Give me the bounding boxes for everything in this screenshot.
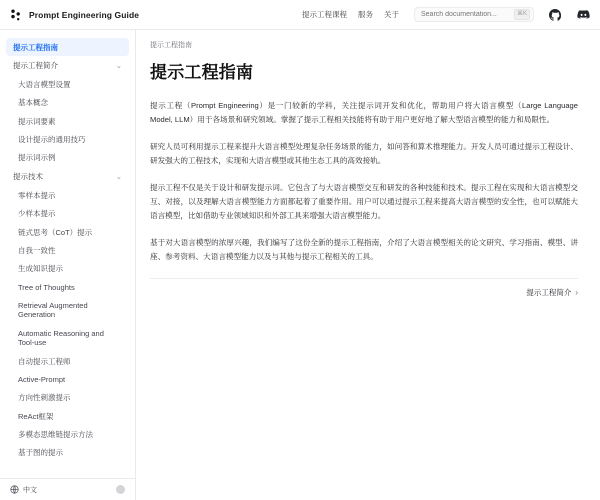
page-body (0, 30, 600, 500)
sidebar-item-ape[interactable] (6, 352, 129, 370)
top-nav-links (302, 7, 590, 22)
sidebar-item-examples[interactable] (6, 149, 129, 167)
chevron-down-icon: ⌄ (115, 61, 122, 71)
paragraph-1: 提示工程（Prompt Engineering）是一门较新的学科，关注提示词开发和优化，帮助用户将大语言模型（Large Language Model, LLM）用于各场景和研究领域。掌握了提示工程相关技能将有助于用户更好地了解大型语言模型的能力和局限性。 (150, 101, 578, 125)
sidebar-item-art[interactable] (6, 324, 129, 352)
sidebar-group-label: 提示工程简介 (13, 61, 58, 71)
sidebar-item-label: 基于图的提示 (18, 448, 63, 458)
sidebar-item-self-consistency[interactable] (6, 241, 129, 259)
search-shortcut-badge: ⌘K (514, 9, 530, 20)
sidebar-footer (0, 478, 135, 500)
sidebar-item-react[interactable] (6, 407, 129, 425)
page-title: 提示工程指南 (150, 63, 254, 82)
sidebar-item-graph-prompting[interactable] (6, 444, 129, 462)
sidebar-item-label: Tree of Thoughts (18, 282, 75, 292)
sidebar-item-elements[interactable] (6, 112, 129, 130)
sidebar-item-label: 大语言模型设置 (18, 79, 71, 89)
sidebar-item-generated-knowledge[interactable] (6, 260, 129, 278)
sidebar-item-label: 多模态思维链提示方法 (18, 430, 93, 439)
brand-title: Prompt Engineering Guide (29, 9, 140, 20)
top-navigation-bar (0, 0, 600, 30)
sidebar (0, 30, 136, 500)
sidebar-item-label: 提示工程指南 (13, 42, 58, 52)
next-page-link[interactable] (150, 287, 578, 298)
globe-icon (10, 481, 19, 499)
sidebar-item-rag[interactable] (6, 297, 129, 325)
sidebar-item-basics[interactable] (6, 94, 129, 112)
sidebar-item-label: 方向性刺激提示 (18, 393, 71, 403)
sidebar-item-label: 自动提示工程师 (18, 356, 71, 366)
paragraph-4: 基于对大语言模型的浓厚兴趣，我们编写了这份全新的提示工程指南，介绍了大语言模型相关的论文研究、学习指南、模型、讲座、参考资料、大语言模型能力以及与其他与提示工程相关的工具。 (150, 238, 578, 262)
paragraph-3: 提示工程不仅是关于设计和研发提示词。它包含了与大语言模型交互和研发的各种技能和技术。提示工程在实现和大语言模型交互、对接，以及理解大语言模型能力方面都起着了重要作用。用户可以通过提示工程来提高大语言模型的安全性，也可以赋能大语言模型，比如借助专业领域知识和外部工具来增强大语言模型能力。 (150, 183, 578, 221)
theme-toggle[interactable] (116, 485, 125, 494)
next-page-label: 提示工程简介 (526, 288, 572, 298)
brand-home-link[interactable] (10, 8, 139, 22)
sidebar-group-techniques[interactable] (6, 167, 129, 186)
sidebar-item-label: 基本概念 (18, 98, 48, 108)
nav-course[interactable]: 提示工程课程 (302, 10, 347, 19)
sidebar-group-label: 提示技术 (13, 172, 43, 182)
main-content (136, 30, 600, 500)
language-selector-label[interactable]: 中文 (23, 486, 37, 494)
sidebar-item-label: ReAct框架 (18, 411, 54, 421)
sidebar-item-active-prompt[interactable] (6, 370, 129, 388)
sidebar-item-label: 零样本提示 (18, 190, 56, 200)
sidebar-item-multimodal-cot[interactable] (6, 426, 129, 444)
chevron-down-icon: ⌄ (115, 172, 122, 182)
sidebar-item-llm-settings[interactable] (6, 75, 129, 93)
sidebar-item-zero-shot[interactable] (6, 186, 129, 204)
sidebar-item-few-shot[interactable] (6, 205, 129, 223)
nav-about[interactable]: 关于 (384, 10, 399, 19)
paragraph-2: 研究人员可利用提示工程来提升大语言模型处理复杂任务场景的能力，如问答和算术推理能力。开发人员可通过提示工程设计、研发强大的工程技术，实现和大语言模型或其他生态工具的高效接轨。 (150, 142, 578, 166)
search-box[interactable] (414, 7, 534, 22)
sidebar-item-label: 生成知识提示 (18, 264, 63, 274)
chevron-right-icon: › (575, 288, 578, 298)
github-icon[interactable] (548, 8, 562, 22)
sidebar-item-label: Active-Prompt (18, 374, 66, 384)
sidebar-item-label: 链式思考（CoT）提示 (18, 227, 93, 237)
sidebar-item-label: 提示词要素 (18, 116, 56, 126)
sidebar-item-label: 设计提示的通用技巧 (18, 135, 86, 144)
sidebar-item-guide[interactable] (6, 38, 129, 56)
breadcrumb: 提示工程指南 (150, 42, 192, 49)
sidebar-item-general-tips[interactable] (6, 131, 129, 149)
sidebar-item-cot[interactable] (6, 223, 129, 241)
sidebar-item-label: 少样本提示 (18, 209, 56, 219)
sidebar-item-label: Retrieval Augmented Generation (18, 301, 88, 320)
content-divider (150, 278, 578, 279)
search-input[interactable] (421, 11, 512, 18)
sidebar-group-intro[interactable] (6, 56, 129, 75)
sidebar-item-directional-stimulus[interactable] (6, 389, 129, 407)
nav-services[interactable]: 服务 (358, 10, 373, 19)
sidebar-item-label: 提示词示例 (18, 153, 56, 163)
dots-logo-icon (10, 8, 24, 22)
sidebar-item-label: Automatic Reasoning and Tool-use (18, 328, 104, 348)
discord-icon[interactable] (576, 8, 590, 22)
sidebar-item-tree-of-thoughts[interactable] (6, 278, 129, 296)
sidebar-item-label: 自我一致性 (18, 245, 56, 255)
